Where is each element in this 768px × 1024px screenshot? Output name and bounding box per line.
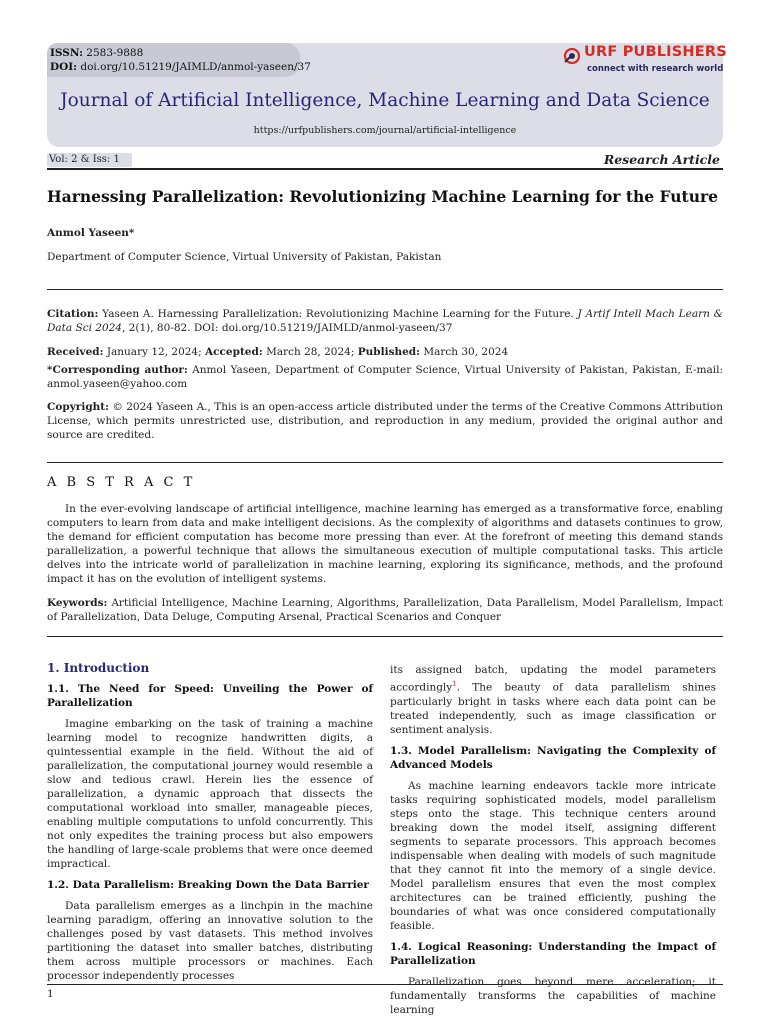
keywords-label: Keywords:: [47, 597, 108, 609]
section-1-2-continued: [390, 663, 716, 737]
abstract-body: In the ever-evolving landscape of artificial intelligence, machine learning has emerged as a transformative force, enabling computers to learn from data and make intelligent decisions. As the complexity of algorithms and datasets continues to grow, the demand for efficient computation has become more pressing than ever. At the forefront of meeting this demand stands parallelization, a powerful technique that allows the simultaneous execution of multiple computational tasks. This article delves into the intricate world of parallelization in machine learning, exploring its significance, methods, and the profound impact it has on the evolution of intelligent systems.: [47, 503, 723, 585]
keywords: [47, 596, 723, 624]
abstract-divider-top: [47, 462, 723, 463]
citation-journal: J Artif Intell Mach Learn & Data Sci 2024: [47, 308, 723, 334]
section-1-2-cont-text: its assigned batch, updating the model parameters accordingly: [390, 664, 716, 694]
doi-value[interactable]: doi.org/10.51219/JAIMLD/anmol-yaseen/37: [80, 61, 311, 73]
author-name: Anmol Yaseen*: [47, 227, 135, 239]
article-type: Research Article: [603, 152, 720, 167]
citation-tail: , 2(1), 80-82. DOI: doi.org/10.51219/JAIMLD/anmol-yaseen/37: [122, 322, 453, 334]
publisher-logo-icon: [562, 46, 582, 66]
section-1-3-heading: 1.3. Model Parallelism: Navigating the Complexity of Advanced Models: [390, 744, 716, 771]
corresponding-text: Anmol Yaseen, Department of Computer Science, Virtual University of Pakistan, Pakistan, E-mail: anmol.yaseen@yahoo.com: [47, 364, 723, 390]
citation-label: Citation:: [47, 308, 99, 320]
reference-1[interactable]: 1: [452, 680, 457, 688]
accepted-label: Accepted:: [205, 346, 263, 358]
section-1-1-heading: 1.1. The Need for Speed: Unveiling the Power of Parallelization: [47, 683, 373, 709]
received-label: Received:: [47, 346, 104, 358]
meta-divider-top: [47, 289, 723, 290]
issn-label: ISSN:: [50, 47, 83, 59]
issn-value: 2583-9888: [86, 47, 144, 59]
section-1-3-text: As machine learning endeavors tackle more intricate tasks requiring sophisticated models, model parallelism steps onto the stage. This technique centers around breaking down the model itself, assigning different segments to separate processors. This approach becomes indispensable when dealing with models of such magnitude that they cannot fit into the memory of a single device. Model parallelism ensures that even the most complex architectures can be trained efficiently, pushing the boundaries of what was once considered computationally feasible.: [390, 779, 716, 932]
body-right-column: [390, 663, 716, 1017]
abstract-heading: A B S T R A C T: [47, 475, 196, 490]
journal-url[interactable]: https://urfpublishers.com/journal/artificial-intelligence: [253, 125, 517, 136]
journal-title: Journal of Artificial Intelligence, Machine Learning and Data Science: [60, 90, 710, 111]
section-1-heading: 1. Introduction: [47, 661, 150, 675]
section-1-2-cont-text-2: . The beauty of data parallelism shines particularly bright in tasks where each data point can be treated independently, such as image classification or sentiment analysis.: [390, 681, 716, 736]
publisher-tagline: connect with research world: [587, 64, 724, 74]
citation-text: Yaseen A. Harnessing Parallelization: Revolutionizing Machine Learning for the Future.: [102, 308, 574, 320]
copyright: [47, 400, 723, 442]
section-1-1-text: Imagine embarking on the task of training a machine learning model to recognize handwritten digits, a quintessential example in the field. Without the aid of parallelization, the computational journey would resemble a slow and tedious crawl. Herein lies the essence of parallelization, a dynamic approach that dissects the computational workload into smaller, manageable pieces, enabling multiple computations to unfold concurrently. This not only expedites the training process but also empowers the handling of large-scale problems that were once deemed impractical.: [47, 718, 373, 870]
section-1-2-heading: 1.2. Data Parallelism: Breaking Down the Data Barrier: [47, 879, 369, 891]
received-date: January 12, 2024;: [106, 346, 202, 358]
publisher-logo[interactable]: [562, 44, 732, 78]
citation: [47, 307, 723, 335]
section-1-4-heading: 1.4. Logical Reasoning: Understanding the Impact of Parallelization: [390, 940, 716, 967]
corresponding-author: [47, 363, 723, 391]
doi-label: DOI:: [50, 61, 78, 73]
publisher-name: URF PUBLISHERS: [584, 44, 727, 60]
page-number: 1: [47, 988, 54, 1000]
section-1-4-text: Parallelization goes beyond mere acceleration; it fundamentally transforms the capabilities of machine learning: [390, 975, 716, 1016]
published-date: March 30, 2024: [423, 346, 509, 358]
body-divider-top: [47, 636, 723, 637]
author-affiliation: Department of Computer Science, Virtual University of Pakistan, Pakistan: [47, 251, 442, 263]
dates-line: [47, 345, 723, 359]
section-1-2-text: Data parallelism emerges as a linchpin in the machine learning paradigm, offering an innovative solution to the challenges posed by vast datasets. This method involves partitioning the dataset into smaller batches, distributing them across multiple processors or machines. Each processor independently processes: [47, 900, 373, 982]
corresponding-label: *Corresponding author:: [47, 364, 188, 376]
article-title: Harnessing Parallelization: Revolutionizing Machine Learning for the Future: [47, 187, 719, 206]
keywords-text: Artificial Intelligence, Machine Learning, Algorithms, Parallelization, Data Parallelism, Model Parallelism, Impact of Parallelization, Data Deluge, Computing Arsenal, Practical Scenarios and Conquer: [47, 597, 723, 623]
body-left-column: [47, 661, 373, 983]
accepted-date: March 28, 2024;: [266, 346, 355, 358]
volume-issue: Vol: 2 & Iss: 1: [49, 154, 120, 165]
issn-doi-block: [50, 46, 311, 74]
footer-divider: [47, 984, 723, 985]
published-label: Published:: [357, 346, 421, 358]
header-divider: [47, 168, 723, 170]
copyright-text: © 2024 Yaseen A., This is an open-access article distributed under the terms of the Creative Commons Attribution License, which permits unrestricted use, distribution, and reproduction in any medium, provided the original author and source are credited.: [47, 401, 723, 441]
copyright-label: Copyright:: [47, 401, 110, 413]
